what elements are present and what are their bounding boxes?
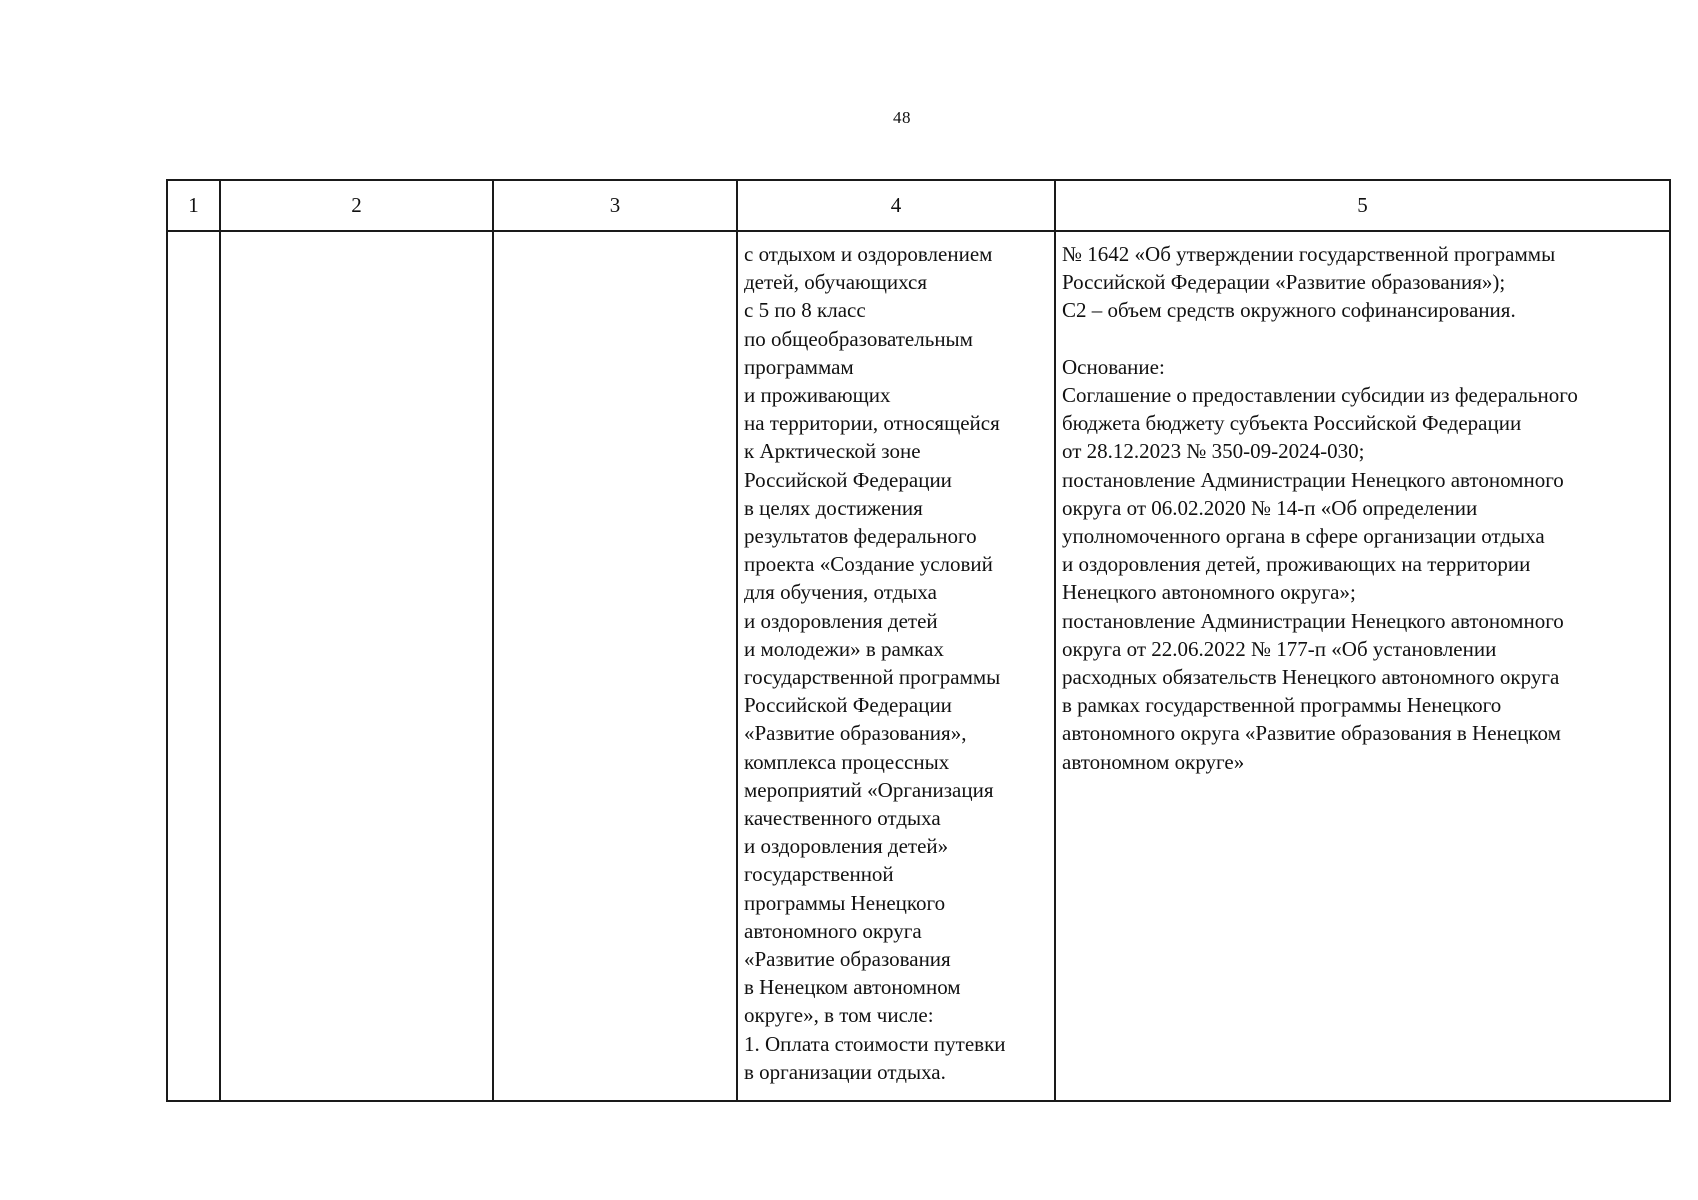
- column-header-3: 3: [493, 180, 737, 231]
- table-row: [167, 231, 1670, 1101]
- cell-col1: [167, 231, 220, 1101]
- column-header-4: 4: [737, 180, 1055, 231]
- table-header-row: [167, 180, 1670, 231]
- cell-col3-text: [494, 232, 736, 240]
- cell-col5: [1055, 231, 1670, 1101]
- column-header-1: 1: [167, 180, 220, 231]
- page-number: 48: [893, 108, 911, 127]
- cell-col4: [737, 231, 1055, 1101]
- document-table: [166, 179, 1671, 1102]
- cell-col2: [220, 231, 493, 1101]
- cell-col1-text: [168, 232, 219, 240]
- cell-col5-text: № 1642 «Об утверждении государственной программы Российской Федерации «Развитие образования»); С2 – объем средств окружного софинансирования. Основание: Соглашение о предоставлении субсидии из федерального бюджета бюджету субъекта Российской Федерации от 28.12.2023 № 350-09-2024-030; постановление Администрации Ненецкого автономного округа от 06.02.2020 № 14-п «Об определении уполномоченного органа в сфере организации отдыха и оздоровления детей, проживающих на территории Ненецкого автономного округа»; постановление Администрации Ненецкого автономного округа от 22.06.2022 № 177-п «Об установлении расходных обязательств Ненецкого автономного округа в рамках государственной программы Ненецкого автономного округа «Развитие образования в Ненецком автономном округе»: [1062, 242, 1578, 774]
- column-header-2: 2: [220, 180, 493, 231]
- cell-col2-text: [221, 232, 492, 240]
- cell-col3: [493, 231, 737, 1101]
- column-header-5: 5: [1055, 180, 1670, 231]
- cell-col4-text: с отдыхом и оздоровлением детей, обучающихся с 5 по 8 класс по общеобразовательным программам и проживающих на территории, относящейся к Арктической зоне Российской Федерации в целях достижения результатов федерального проекта «Создание условий для обучения, отдыха и оздоровления детей и молодежи» в рамках государственной программы Российской Федерации «Развитие образования», комплекса процессных мероприятий «Организация качественного отдыха и оздоровления детей» государственной программы Ненецкого автономного округа «Развитие образования в Ненецком автономном округе», в том числе: 1. Оплата стоимости путевки в организации отдыха.: [744, 242, 1006, 1084]
